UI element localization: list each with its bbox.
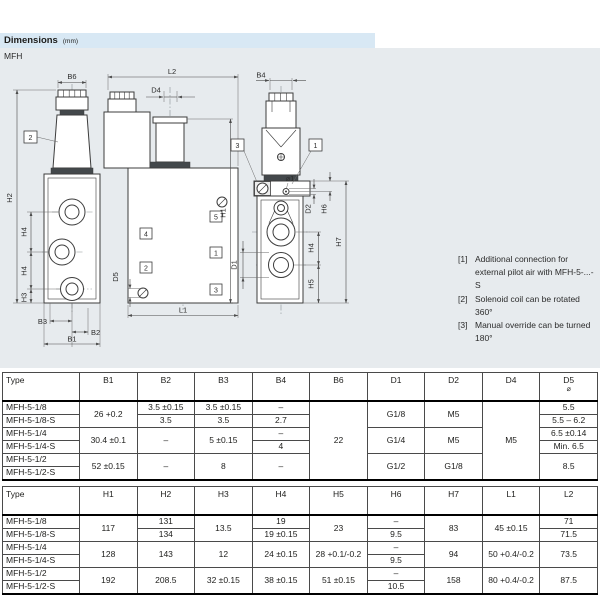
dim-label-d1: D1 (229, 260, 239, 270)
column-header: B2 (137, 373, 195, 402)
dim-label-l1: L1 (178, 305, 188, 315)
value-cell: 131 (137, 515, 195, 529)
footnote-text: Additional connection for external pilot air with MFH-5-...-S (475, 254, 594, 291)
dim-label-d4: D4 (151, 85, 161, 95)
dim-label-dia1: ⌀1 (285, 174, 295, 183)
value-cell: 158 (425, 568, 483, 595)
diameter-symbol: ⌀ (566, 385, 571, 393)
value-cell: G1/8 (367, 401, 425, 428)
value-cell: 12 (195, 542, 253, 568)
value-cell: – (367, 515, 425, 529)
svg-text:1: 1 (214, 250, 218, 258)
dim-label-b2: B2 (91, 328, 101, 337)
svg-text:2: 2 (144, 265, 148, 273)
column-header: H6 (367, 487, 425, 516)
value-cell: 19 (252, 515, 310, 529)
value-cell: 32 ±0.15 (195, 568, 253, 595)
footnote-ref: [1] (458, 254, 468, 264)
dim-label-b3: B3 (37, 317, 47, 326)
value-cell: G1/8 (425, 454, 483, 481)
row-type: MFH-5-1/8 (3, 515, 80, 529)
table-row (3, 515, 598, 529)
dim-label-d2: D2 (303, 204, 313, 214)
column-header: B4 (252, 373, 310, 402)
column-header: B3 (195, 373, 253, 402)
value-cell: 2.7 (252, 415, 310, 428)
section-unit: (mm) (62, 38, 79, 45)
footnote-1 (458, 253, 598, 293)
value-cell: 71.5 (540, 529, 598, 542)
dimensions-table-widths (2, 372, 598, 481)
table-row (3, 542, 598, 555)
dim-label-b1: B1 (67, 334, 77, 344)
value-cell: G1/2 (367, 454, 425, 481)
value-cell: M5 (482, 401, 540, 480)
value-cell: 5.5 (540, 401, 598, 415)
value-cell: 3.5 ±0.15 (195, 401, 253, 415)
value-cell: 9.5 (367, 555, 425, 568)
svg-text:1: 1 (313, 143, 318, 150)
dim-label-h4: H4 (19, 227, 29, 237)
column-header: D1 (367, 373, 425, 402)
value-cell: 28 +0.1/-0.2 (310, 542, 368, 568)
row-type: MFH-5-1/8-S (3, 415, 80, 428)
value-cell: 5.5 – 6.2 (540, 415, 598, 428)
row-type: MFH-5-1/4-S (3, 555, 80, 568)
row-type: MFH-5-1/2-S (3, 467, 80, 481)
svg-text:2: 2 (28, 135, 33, 142)
drawing-front-view (5, 72, 100, 347)
dim-label-h4b: H4 (19, 266, 29, 276)
value-cell: 38 ±0.15 (252, 568, 310, 595)
dim-label-h7: H7 (334, 237, 343, 247)
footnote-2 (458, 293, 598, 319)
column-header: B6 (310, 373, 368, 402)
svg-text:4: 4 (144, 231, 148, 239)
row-type: MFH-5-1/2-S (3, 581, 80, 595)
value-cell: 8.5 (540, 454, 598, 481)
dim-label-h3: H3 (19, 292, 29, 303)
column-header: H3 (195, 487, 253, 516)
value-cell: 73.5 (540, 542, 598, 568)
footnote-ref: [2] (458, 293, 468, 304)
column-header-type: Type (3, 487, 80, 516)
footnote-text: Solenoid coil can be rotated 360° (475, 293, 580, 317)
svg-text:3: 3 (214, 287, 218, 295)
row-type: MFH-5-1/8-S (3, 529, 80, 542)
callout-3b (210, 284, 222, 295)
callout-2 (24, 131, 58, 143)
value-cell: – (367, 542, 425, 555)
column-header: L1 (482, 487, 540, 516)
column-header: H5 (310, 487, 368, 516)
value-cell: 23 (310, 515, 368, 542)
value-cell: 45 ±0.15 (482, 515, 540, 542)
footnotes (458, 253, 598, 345)
value-cell: – (367, 568, 425, 581)
dim-label-h1: H1 (218, 208, 228, 218)
value-cell: 83 (425, 515, 483, 542)
column-header: D2 (425, 373, 483, 402)
value-cell: 208.5 (137, 568, 195, 595)
dimensions-table-heights (2, 486, 598, 595)
value-cell: 51 ±0.15 (310, 568, 368, 595)
value-cell: 9.5 (367, 529, 425, 542)
table-header-row (3, 487, 598, 516)
value-cell: 4 (252, 441, 310, 454)
section-title: Dimensions (4, 35, 58, 46)
dim-label-b4: B4 (256, 70, 266, 80)
value-cell: 3.5 (137, 415, 195, 428)
row-type: MFH-5-1/2 (3, 568, 80, 581)
column-header: H7 (425, 487, 483, 516)
value-cell: M5 (425, 428, 483, 454)
value-cell: 5 ±0.15 (195, 428, 253, 454)
callout-2b (140, 262, 152, 273)
dim-label-d5: D5 (111, 272, 120, 282)
value-cell: 3.5 ±0.15 (137, 401, 195, 415)
table-row (3, 568, 598, 581)
footnote-3 (458, 319, 598, 345)
value-cell: 22 (310, 401, 368, 480)
section-header (0, 33, 375, 48)
table-header-row (3, 373, 598, 402)
value-cell: G1/4 (367, 428, 425, 454)
value-cell: – (137, 428, 195, 454)
dim-label-h5: H5 (306, 279, 316, 289)
value-cell: 80 +0.4/-0.2 (482, 568, 540, 595)
value-cell: 24 ±0.15 (252, 542, 310, 568)
value-cell: 26 +0.2 (80, 401, 138, 428)
value-cell: 128 (80, 542, 138, 568)
value-cell: 134 (137, 529, 195, 542)
value-cell: 3.5 (195, 415, 253, 428)
column-header: L2 (540, 487, 598, 516)
drawing-plug-view (230, 71, 350, 315)
drawing-panel (0, 48, 600, 368)
row-type: MFH-5-1/2 (3, 454, 80, 467)
dim-label-h2: H2 (5, 193, 14, 203)
column-header: H1 (80, 487, 138, 516)
column-header: H2 (137, 487, 195, 516)
value-cell: 52 ±0.15 (80, 454, 138, 481)
drawing-side-view (104, 67, 238, 318)
row-type: MFH-5-1/4-S (3, 441, 80, 454)
column-header: B1 (80, 373, 138, 402)
column-header: D4 (482, 373, 540, 402)
value-cell: 87.5 (540, 568, 598, 595)
value-cell: – (252, 428, 310, 441)
value-cell: 6.5 ±0.14 (540, 428, 598, 441)
value-cell: 8 (195, 454, 253, 481)
value-cell: 30.4 ±0.1 (80, 428, 138, 454)
dim-label-h6: H6 (319, 204, 329, 214)
value-cell: 71 (540, 515, 598, 529)
value-cell: 192 (80, 568, 138, 595)
row-type: MFH-5-1/4 (3, 428, 80, 441)
product-family-label: MFH (4, 51, 23, 61)
callout-4 (140, 228, 152, 239)
value-cell: – (252, 454, 310, 481)
value-cell: 50 +0.4/-0.2 (482, 542, 540, 568)
column-header-type: Type (3, 373, 80, 402)
value-cell: 143 (137, 542, 195, 568)
value-cell: – (137, 454, 195, 481)
footnote-text: Manual override can be turned 180° (475, 319, 591, 344)
table-row (3, 401, 598, 415)
footnote-ref: [3] (458, 319, 468, 330)
dim-label-h4c: H4 (306, 243, 316, 253)
value-cell: 13.5 (195, 515, 253, 542)
value-cell: M5 (425, 401, 483, 428)
svg-text:5: 5 (214, 214, 218, 222)
value-cell: 10.5 (367, 581, 425, 595)
dim-label-l2: L2 (167, 67, 177, 76)
value-cell: Min. 6.5 (540, 441, 598, 454)
dim-label-b6: B6 (67, 72, 77, 81)
value-cell: 117 (80, 515, 138, 542)
column-header: H4 (252, 487, 310, 516)
callout-1 (210, 247, 222, 258)
svg-text:3: 3 (235, 143, 240, 150)
value-cell: 94 (425, 542, 483, 568)
row-type: MFH-5-1/8 (3, 401, 80, 415)
row-type: MFH-5-1/4 (3, 542, 80, 555)
value-cell: 19 ±0.15 (252, 529, 310, 542)
value-cell: – (252, 401, 310, 415)
column-header: D5 ⌀ (540, 373, 598, 402)
